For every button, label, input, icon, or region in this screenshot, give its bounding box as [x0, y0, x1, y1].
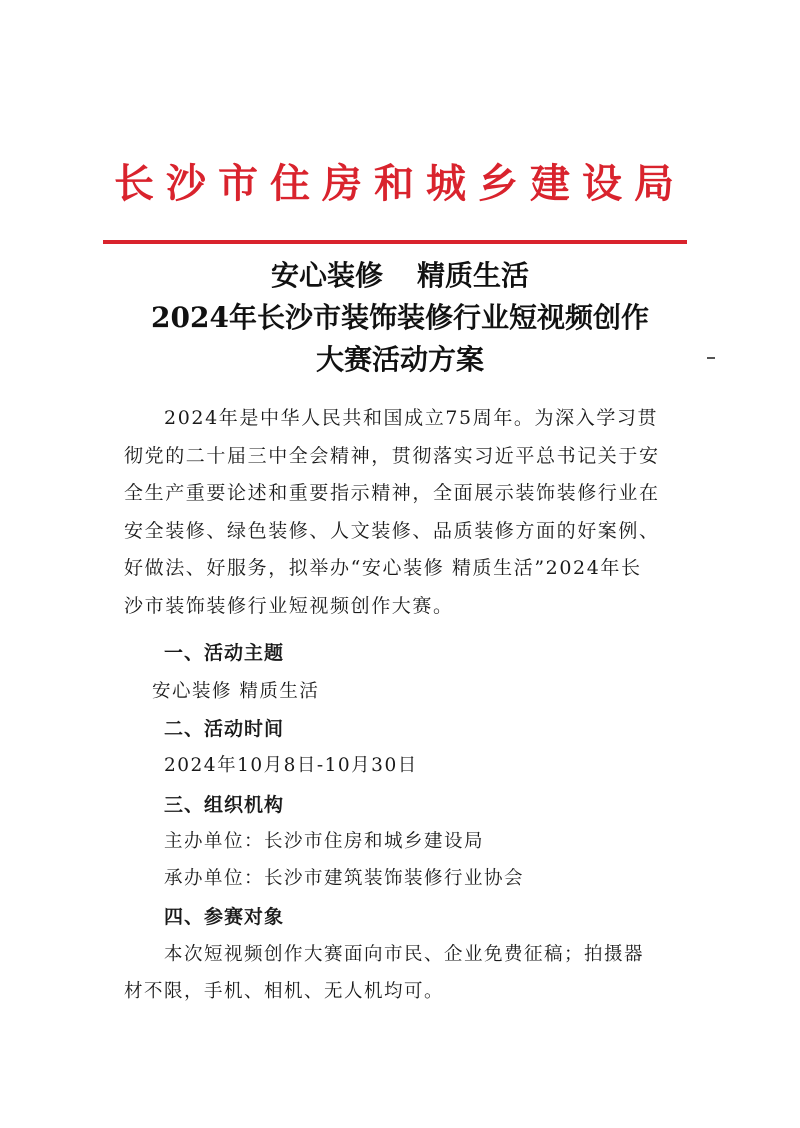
section-text-host: 主办单位：长沙市住房和城乡建设局 [164, 831, 485, 852]
title-line-3: 大赛活动方案 [315, 343, 484, 376]
intro-line: 沙市装饰装修行业短视频创作大赛。 [124, 594, 454, 617]
title-line-2: 2024年长沙市装饰装修行业短视频创作 [151, 301, 649, 334]
intro-line: 彻党的二十届三中全会精神，贯彻落实习近平总书记关于安 [124, 444, 660, 467]
intro-line: 安全装修、绿色装修、人文装修、品质装修方面的好案例、 [124, 519, 660, 542]
section-heading-time: 二、活动时间 [164, 718, 285, 740]
section-text-organizer: 承办单位：长沙市建筑装饰装修行业协会 [164, 868, 525, 889]
margin-mark [707, 357, 715, 359]
section-text-time: 2024年10月8日-10月30日 [164, 755, 418, 776]
title-line-1-part-b: 精质生活 [417, 259, 530, 292]
intro-paragraph [124, 400, 680, 625]
title-line-1-part-a: 安心装修 [270, 259, 383, 292]
section-text-participants-1: 本次短视频创作大赛面向市民、企业免费征稿；拍摄器 [164, 944, 645, 965]
agency-header: 长沙市住房和城乡建设局 [114, 160, 686, 207]
section-heading-organizers: 三、组织机构 [164, 794, 285, 816]
red-divider [103, 240, 687, 244]
title-line-1 [0, 255, 800, 297]
intro-line: 全生产重要论述和重要指示精神，全面展示装饰装修行业在 [124, 482, 660, 504]
intro-line: 2024年是中华人民共和国成立75周年。为深入学习贯 [164, 407, 659, 429]
section-heading-theme: 一、活动主题 [164, 642, 285, 664]
section-text-participants-2: 材不限，手机、相机、无人机均可。 [124, 981, 445, 1002]
intro-line: 好做法、好服务，拟举办“安心装修 精质生活”2024年长 [124, 557, 642, 579]
document-title [0, 255, 800, 381]
section-text-theme: 安心装修 精质生活 [152, 681, 320, 702]
section-heading-participants: 四、参赛对象 [164, 906, 285, 928]
